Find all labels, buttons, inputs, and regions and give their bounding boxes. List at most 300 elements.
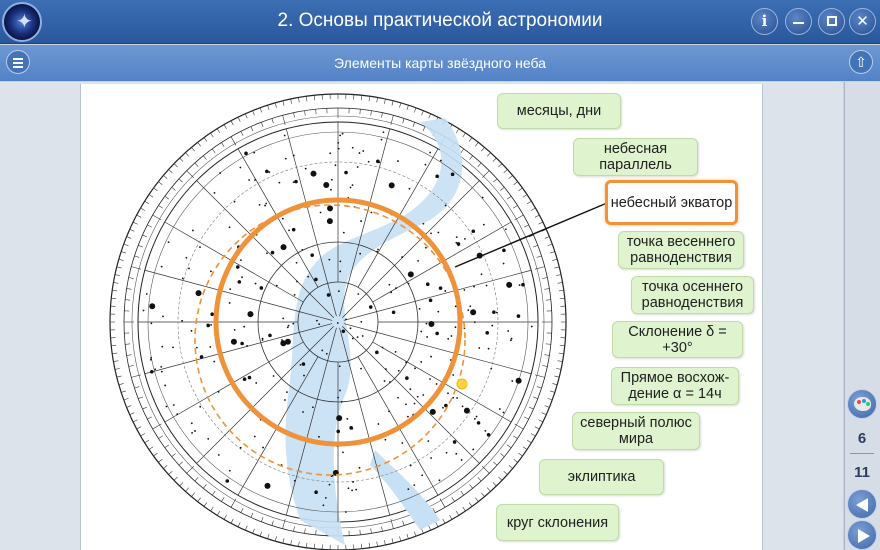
star-dot: [362, 150, 364, 152]
star-dot: [337, 142, 339, 144]
star-dot: [302, 362, 306, 366]
star-dot: [378, 423, 380, 425]
star-dot: [166, 406, 168, 408]
star-dot: [314, 490, 318, 494]
star-dot: [262, 447, 264, 449]
star-dot: [360, 321, 362, 323]
star-dot: [423, 223, 425, 225]
star-dot: [503, 263, 505, 265]
label-ecliptic[interactable]: эклиптика: [539, 459, 664, 495]
star-dot: [337, 397, 339, 399]
star-dot: [229, 288, 231, 290]
star-dot: [455, 453, 457, 455]
star-dot: [490, 368, 492, 370]
star-dot: [339, 365, 341, 367]
star-dot: [294, 294, 296, 296]
star-dot: [207, 438, 209, 440]
star-dot: [307, 276, 309, 278]
star-dot: [470, 309, 476, 315]
star-dot: [323, 182, 329, 188]
star-dot: [414, 367, 416, 369]
star-dot: [428, 321, 434, 327]
star-dot: [408, 271, 414, 277]
app-logo-icon[interactable]: ✦: [2, 2, 42, 42]
star-dot: [234, 201, 236, 203]
star-dot: [325, 497, 327, 499]
star-dot: [455, 326, 457, 328]
star-dot: [395, 351, 397, 353]
star-dot: [282, 318, 284, 320]
star-dot: [282, 218, 284, 220]
star-dot: [150, 357, 152, 359]
prev-button[interactable]: [847, 489, 877, 519]
star-dot: [248, 179, 250, 181]
star-dot: [161, 266, 163, 268]
star-dot: [301, 249, 303, 251]
total-pages: 11: [854, 464, 870, 481]
star-dot: [397, 397, 399, 399]
star-dot: [146, 293, 148, 295]
star-dot: [287, 327, 289, 329]
star-dot: [409, 188, 411, 190]
star-dot: [338, 148, 340, 150]
star-dot: [478, 347, 480, 349]
star-dot: [292, 228, 296, 232]
star-dot: [185, 257, 187, 259]
star-dot: [420, 361, 422, 363]
star-dot: [437, 311, 439, 313]
star-dot: [268, 334, 272, 338]
star-dot: [300, 364, 302, 366]
star-dot: [429, 299, 433, 303]
star-dot: [461, 459, 463, 461]
star-dot: [429, 378, 431, 380]
star-dot: [436, 383, 438, 385]
star-dot: [408, 283, 410, 285]
star-dot: [191, 432, 193, 434]
star-dot: [430, 409, 436, 415]
star-dot: [327, 293, 331, 297]
star-dot: [476, 416, 478, 418]
star-dot: [320, 212, 322, 214]
star-dot: [345, 319, 347, 321]
star-dot: [168, 241, 170, 243]
star-dot: [439, 286, 443, 290]
star-dot: [492, 310, 496, 314]
star-dot: [351, 428, 353, 430]
star-dot: [342, 329, 346, 333]
star-dot: [176, 413, 178, 415]
star-dot: [392, 310, 396, 314]
star-dot: [485, 331, 489, 335]
star-dot: [453, 440, 457, 444]
star-dot: [149, 303, 155, 309]
label-declination-circle[interactable]: круг склонения: [496, 504, 619, 541]
label-celestial-equator[interactable]: небесный экватор: [605, 180, 738, 225]
star-dot: [196, 347, 198, 349]
star-dot: [390, 291, 392, 293]
star-dot: [401, 256, 403, 258]
star-dot: [442, 407, 444, 409]
star-dot: [519, 284, 521, 286]
star-dot: [265, 203, 267, 205]
star-dot: [375, 351, 379, 355]
up-button[interactable]: ⇧: [849, 50, 873, 74]
star-dot: [293, 155, 295, 157]
star-dot: [218, 391, 220, 393]
star-dot: [439, 479, 441, 481]
star-dot: [377, 249, 379, 251]
star-dot: [502, 249, 506, 253]
star-dot: [316, 320, 318, 322]
star-dot: [350, 187, 352, 189]
star-dot: [421, 474, 423, 476]
star-dot: [395, 287, 397, 289]
star-dot: [244, 152, 248, 156]
star-dot: [484, 430, 486, 432]
star-dot: [435, 175, 439, 179]
star-dot: [447, 338, 449, 340]
star-dot: [164, 385, 166, 387]
star-dot: [467, 309, 469, 311]
star-dot: [426, 323, 428, 325]
star-dot: [200, 355, 204, 359]
star-dot: [254, 436, 256, 438]
star-dot: [464, 238, 466, 240]
star-dot: [302, 411, 304, 413]
close-button[interactable]: ✕: [849, 8, 876, 35]
star-dot: [240, 342, 244, 346]
star-dot: [359, 253, 361, 255]
star-dot: [329, 484, 331, 486]
star-dot: [318, 436, 320, 438]
star-dot: [345, 511, 347, 513]
star-dot: [384, 380, 386, 382]
star-dot: [265, 170, 269, 174]
star-dot: [481, 273, 483, 275]
star-dot: [219, 172, 221, 174]
label-vernal-equinox[interactable]: точка весеннего равноденствия: [618, 231, 744, 269]
star-dot: [407, 488, 409, 490]
star-dot: [472, 449, 474, 451]
star-dot: [337, 322, 339, 324]
arrow-left-icon: [856, 498, 868, 512]
star-dot: [429, 152, 431, 154]
star-dot: [278, 182, 280, 184]
star-dot: [143, 310, 145, 312]
star-dot: [199, 246, 201, 248]
star-dot: [341, 401, 343, 403]
star-dot: [487, 433, 491, 437]
star-dot: [191, 330, 193, 332]
star-dot: [352, 147, 354, 149]
star-dot: [430, 457, 432, 459]
star-dot: [430, 356, 432, 358]
star-dot: [405, 376, 409, 380]
star-dot: [214, 192, 216, 194]
star-dot: [286, 391, 288, 393]
star-dot: [469, 305, 471, 307]
star-dot: [326, 353, 328, 355]
star-dot: [329, 152, 331, 154]
star-dot: [213, 361, 215, 363]
star-dot: [348, 487, 350, 489]
star-dot: [254, 179, 256, 181]
star-dot: [160, 366, 162, 368]
star-dot: [397, 160, 399, 162]
star-dot: [355, 489, 357, 491]
star-dot: [323, 504, 325, 506]
star-dot: [264, 205, 266, 207]
star-dot: [420, 331, 422, 333]
star-dot: [288, 229, 290, 231]
star-dot: [266, 252, 268, 254]
star-dot: [455, 305, 457, 307]
star-dot: [452, 374, 454, 376]
star-dot: [451, 335, 453, 337]
palette-dot: [857, 400, 861, 404]
label-months[interactable]: месяцы, дни: [497, 93, 621, 129]
star-dot: [150, 370, 154, 374]
star-dot: [338, 290, 340, 292]
star-dot: [456, 236, 458, 238]
star-dot: [346, 418, 348, 420]
star-dot: [477, 421, 481, 425]
star-dot: [336, 430, 340, 434]
star-dot: [271, 251, 275, 255]
star-dot: [336, 415, 342, 421]
star-dot: [350, 327, 352, 329]
star-dot: [351, 489, 353, 491]
star-dot: [499, 408, 501, 410]
star-dot: [496, 312, 498, 314]
star-dot: [517, 314, 521, 318]
star-dot: [462, 406, 464, 408]
palette-dot: [866, 402, 870, 406]
label-right-ascension[interactable]: Прямое восхож-дение α = 14ч: [611, 367, 739, 405]
star-dot: [352, 481, 354, 483]
star-dot: [482, 197, 484, 199]
star-dot: [413, 484, 415, 486]
label-declination[interactable]: Склонение δ = +30°: [612, 321, 743, 358]
star-dot: [451, 173, 455, 177]
star-dot: [389, 182, 395, 188]
star-dot: [352, 184, 354, 186]
star-dot: [445, 205, 447, 207]
star-dot: [456, 397, 458, 399]
star-dot: [426, 336, 428, 338]
label-autumnal-equinox[interactable]: точка осеннего равноденствия: [631, 276, 754, 314]
star-dot: [312, 406, 314, 408]
star-dot: [328, 259, 330, 261]
star-dot: [339, 260, 341, 262]
star-dot: [359, 467, 361, 469]
star-dot: [218, 454, 220, 456]
info-button[interactable]: i: [751, 8, 778, 35]
star-dot: [491, 325, 493, 327]
star-dot: [330, 189, 332, 191]
star-dot: [229, 226, 231, 228]
star-dot: [172, 346, 174, 348]
star-dot: [474, 418, 476, 420]
star-dot: [335, 164, 337, 166]
star-dot: [339, 135, 341, 137]
star-dot: [194, 430, 196, 432]
star-dot: [236, 265, 240, 269]
star-dot: [410, 465, 412, 467]
star-dot: [310, 253, 314, 257]
star-dot: [344, 171, 348, 175]
star-dot: [430, 232, 432, 234]
star-dot: [486, 285, 488, 287]
page-divider: [850, 453, 874, 454]
star-dot: [310, 171, 316, 177]
star-dot: [398, 370, 400, 372]
star-dot: [276, 285, 278, 287]
star-dot: [243, 326, 245, 328]
star-dot: [511, 338, 513, 340]
star-dot: [483, 224, 485, 226]
star-dot: [296, 281, 298, 283]
star-dot: [284, 399, 286, 401]
star-dot: [426, 282, 430, 286]
star-dot: [422, 394, 424, 396]
star-dot: [388, 284, 390, 286]
star-dot: [474, 321, 476, 323]
star-dot: [318, 323, 320, 325]
star-dot: [427, 440, 429, 442]
star-dot: [210, 324, 212, 326]
star-dot: [444, 290, 446, 292]
star-dot: [342, 133, 344, 135]
star-dot: [339, 271, 341, 273]
star-dot: [360, 368, 362, 370]
star-dot: [268, 171, 270, 173]
star-dot: [357, 166, 359, 168]
star-dot: [255, 283, 257, 285]
star-dot: [419, 308, 421, 310]
star-dot: [505, 228, 507, 230]
star-dot: [440, 160, 442, 162]
star-dot: [457, 242, 461, 246]
star-dot: [173, 404, 175, 406]
star-dot: [196, 290, 202, 296]
star-dot: [296, 262, 298, 264]
star-dot: [294, 180, 298, 184]
star-dot: [210, 312, 214, 316]
star-dot: [381, 139, 383, 141]
next-button[interactable]: [847, 520, 877, 550]
star-dot: [376, 251, 378, 253]
star-dot: [343, 232, 345, 234]
star-dot: [444, 404, 448, 408]
star-dot: [327, 218, 333, 224]
star-dot: [464, 408, 470, 414]
star-dot: [417, 260, 419, 262]
star-dot: [293, 181, 295, 183]
star-dot: [506, 282, 512, 288]
star-dot: [531, 326, 533, 328]
star-dot: [240, 259, 242, 261]
star-dot: [239, 167, 241, 169]
star-dot: [503, 412, 505, 414]
star-dot: [382, 347, 384, 349]
star-dot: [161, 346, 163, 348]
star-dot: [154, 368, 156, 370]
star-dot: [435, 332, 439, 336]
star-dot: [417, 396, 419, 398]
label-north-celestial-pole[interactable]: северный полюс мира: [572, 412, 700, 450]
star-dot: [516, 378, 522, 384]
star-dot: [234, 329, 236, 331]
star-dot: [238, 280, 242, 284]
star-dot: [384, 439, 386, 441]
star-dot: [181, 320, 183, 322]
star-dot: [305, 168, 307, 170]
star-dot: [360, 220, 362, 222]
star-dot: [199, 406, 201, 408]
star-dot: [229, 470, 231, 472]
star-dot: [521, 283, 525, 287]
star-dot: [281, 244, 287, 250]
star-dot: [342, 451, 344, 453]
star-dot: [241, 276, 243, 278]
star-dot: [463, 289, 465, 291]
current-page: 6: [857, 430, 867, 447]
star-dot: [414, 403, 416, 405]
star-dot: [352, 338, 354, 340]
star-dot: [511, 380, 513, 382]
star-dot: [368, 161, 370, 163]
star-dot: [255, 382, 257, 384]
star-dot: [247, 311, 253, 317]
star-dot: [409, 388, 411, 390]
star-dot: [488, 348, 490, 350]
section-title: Элементы карты звёздного неба: [334, 55, 546, 71]
star-dot: [425, 164, 427, 166]
star-dot: [188, 268, 190, 270]
star-dot: [473, 286, 475, 288]
star-dot: [385, 368, 387, 370]
star-dot: [389, 381, 391, 383]
star-dot: [425, 247, 427, 249]
star-dot: [303, 375, 305, 377]
star-dot: [383, 131, 385, 133]
star-dot: [260, 286, 264, 290]
star-dot: [362, 335, 364, 337]
star-dot: [401, 442, 403, 444]
star-dot: [405, 361, 407, 363]
star-dot: [388, 410, 390, 412]
palette-button[interactable]: [847, 389, 877, 419]
label-celestial-parallel[interactable]: небесная параллель: [573, 138, 698, 176]
star-dot: [210, 270, 212, 272]
star-dot: [207, 324, 209, 326]
star-dot: [405, 403, 407, 405]
star-dot: [191, 422, 193, 424]
star-dot: [285, 339, 291, 345]
star-dot: [192, 230, 194, 232]
star-dot: [369, 305, 373, 309]
star-dot: [151, 322, 153, 324]
star-dot: [331, 179, 333, 181]
arrow-right-icon: [858, 529, 870, 543]
star-dot: [229, 302, 231, 304]
star-dot: [150, 359, 152, 361]
app-title: 2. Основы практической астрономии: [277, 10, 603, 31]
star-dot: [292, 323, 294, 325]
star-dot: [321, 350, 323, 352]
